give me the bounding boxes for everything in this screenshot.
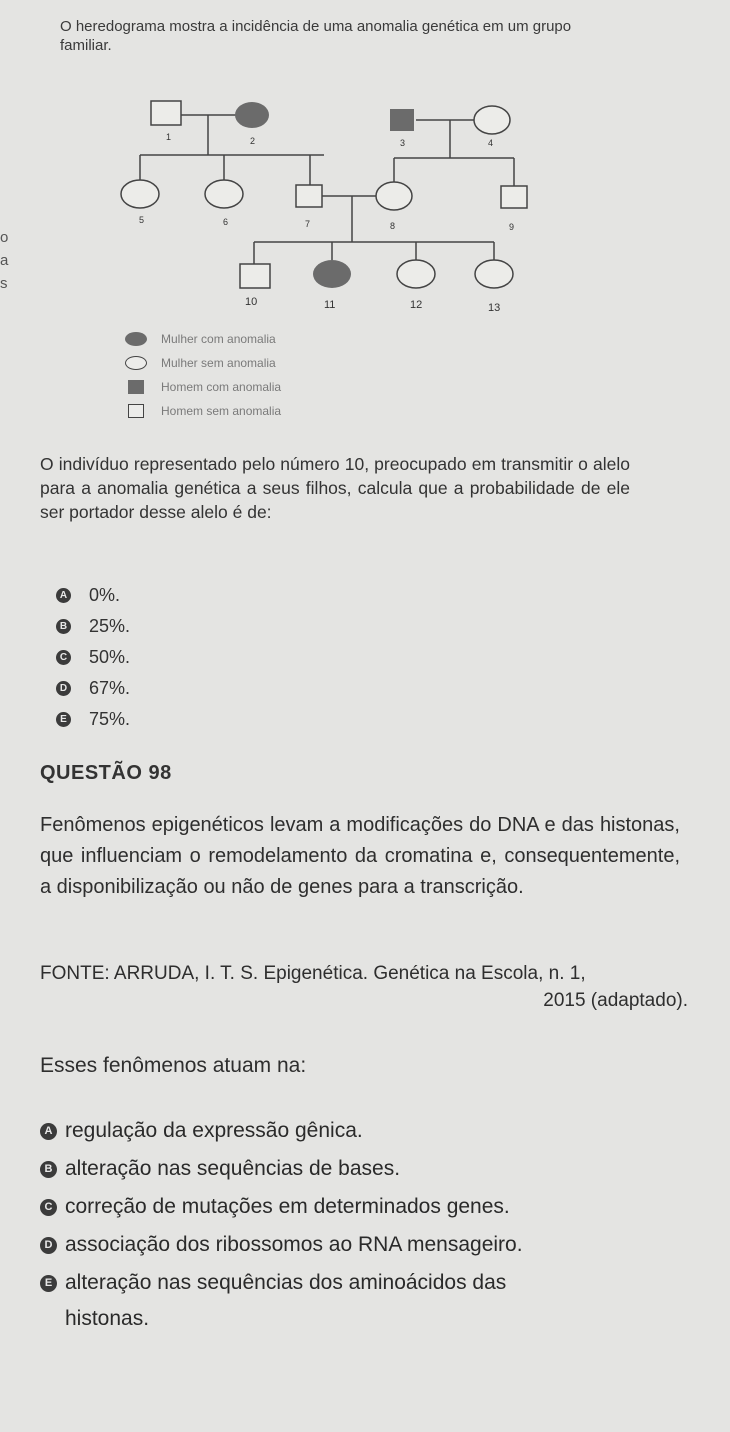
question-2-prompt: Esses fenômenos atuam na: xyxy=(40,1054,307,1077)
label-2: 2 xyxy=(250,136,256,146)
option-text: 50%. xyxy=(89,647,131,667)
label-12: 12 xyxy=(410,299,423,311)
option-text: 67%. xyxy=(89,678,131,698)
option-b[interactable] xyxy=(40,1150,730,1188)
female-affected-icon xyxy=(125,332,147,346)
male-unaffected-icon xyxy=(128,404,144,418)
option-letter-badge: B xyxy=(40,1161,57,1178)
pedigree-diagram xyxy=(100,96,530,321)
option-letter-badge: D xyxy=(40,1237,57,1254)
legend-item-male-unaffected xyxy=(125,399,281,423)
source-line-2: 2015 (adaptado). xyxy=(543,990,688,1011)
question-2-options xyxy=(40,1112,730,1336)
individual-7-male-unaffected xyxy=(296,185,322,207)
option-letter-badge: E xyxy=(56,712,71,727)
option-d[interactable] xyxy=(40,1226,730,1264)
individual-10-male-unaffected xyxy=(240,264,270,288)
option-e-continuation: histonas. xyxy=(65,1307,150,1330)
pedigree-legend xyxy=(125,327,281,423)
individual-9-male-unaffected xyxy=(501,186,527,208)
option-letter-badge: C xyxy=(56,650,71,665)
legend-label: Homem com anomalia xyxy=(161,380,282,394)
label-7: 7 xyxy=(305,219,311,229)
option-e[interactable] xyxy=(40,1264,730,1302)
option-d[interactable] xyxy=(56,673,130,704)
option-letter-badge: B xyxy=(56,619,71,634)
option-c[interactable] xyxy=(40,1188,730,1226)
legend-item-male-affected xyxy=(125,375,281,399)
individual-1-male-unaffected xyxy=(151,101,181,125)
legend-item-female-unaffected xyxy=(125,351,281,375)
individual-2-female-affected xyxy=(235,102,269,128)
source-line-1: FONTE: ARRUDA, I. T. S. Epigenética. Genética na Escola, n. 1, xyxy=(40,963,586,984)
label-4: 4 xyxy=(488,138,494,148)
margin-letter: a xyxy=(0,252,9,269)
label-5: 5 xyxy=(139,215,145,225)
option-letter-badge: C xyxy=(40,1199,57,1216)
option-text: regulação da expressão gênica. xyxy=(65,1119,363,1142)
individual-3-male-affected xyxy=(390,109,414,131)
individual-4-female-unaffected xyxy=(474,106,510,134)
label-3: 3 xyxy=(400,138,406,148)
option-a[interactable] xyxy=(56,580,130,611)
question-2-title: QUESTÃO 98 xyxy=(40,762,172,784)
individual-5-female-unaffected xyxy=(121,180,159,208)
legend-label: Mulher com anomalia xyxy=(161,332,276,346)
individual-6-female-unaffected xyxy=(205,180,243,208)
intro-text: O heredograma mostra a incidência de uma anomalia genética em um grupo familiar. xyxy=(60,18,572,54)
option-b[interactable] xyxy=(56,611,130,642)
option-letter-badge: A xyxy=(40,1123,57,1140)
question-2-text: Fenômenos epigenéticos levam a modificações do DNA e das histonas, que influenciam o remodelamento da cromatina e, consequentemente, a disponibilização ou não de genes para a transcrição. xyxy=(40,814,680,898)
option-e[interactable] xyxy=(56,704,130,735)
legend-item-female-affected xyxy=(125,327,281,351)
label-10: 10 xyxy=(245,296,258,308)
male-affected-icon xyxy=(128,380,144,394)
question-2-source xyxy=(40,960,688,1014)
question-1-options xyxy=(56,580,130,735)
option-letter-badge: A xyxy=(56,588,71,603)
option-text: 75%. xyxy=(89,709,131,729)
option-text: 25%. xyxy=(89,616,131,636)
individual-11-female-affected xyxy=(313,260,351,288)
individual-13-female-unaffected xyxy=(475,260,513,288)
option-text: alteração nas sequências dos aminoácidos das xyxy=(65,1271,507,1294)
option-letter-badge: E xyxy=(40,1275,57,1292)
individual-8-female-unaffected xyxy=(376,182,412,210)
option-letter-badge: D xyxy=(56,681,71,696)
female-unaffected-icon xyxy=(125,356,147,370)
margin-letter: o xyxy=(0,229,9,246)
option-text: associação dos ribossomos ao RNA mensageiro. xyxy=(65,1233,523,1256)
option-c[interactable] xyxy=(56,642,130,673)
question-1-text: O indivíduo representado pelo número 10, preocupado em transmitir o alelo para a anomalia genética a seus filhos, calcula que a probabilidade de ele ser portador desse alelo é de: xyxy=(40,454,630,522)
option-text: correção de mutações em determinados genes. xyxy=(65,1195,510,1218)
option-text: 0%. xyxy=(89,585,121,605)
margin-letter: s xyxy=(0,275,8,292)
legend-label: Mulher sem anomalia xyxy=(161,356,276,370)
label-6: 6 xyxy=(223,217,229,227)
label-11: 11 xyxy=(324,299,336,311)
label-1: 1 xyxy=(166,132,172,142)
option-text: alteração nas sequências de bases. xyxy=(65,1157,401,1180)
option-a[interactable] xyxy=(40,1112,730,1150)
label-9: 9 xyxy=(509,222,515,232)
label-13: 13 xyxy=(488,302,501,314)
margin-letters xyxy=(0,226,14,295)
legend-label: Homem sem anomalia xyxy=(161,404,282,418)
label-8: 8 xyxy=(390,221,396,231)
individual-12-female-unaffected xyxy=(397,260,435,288)
